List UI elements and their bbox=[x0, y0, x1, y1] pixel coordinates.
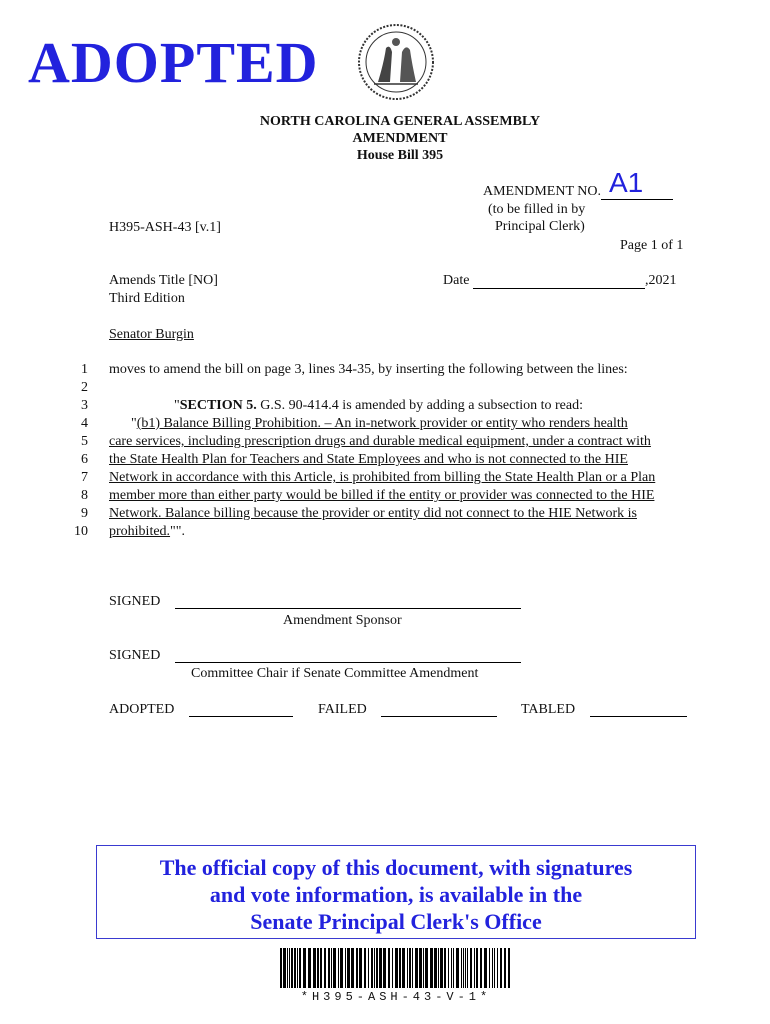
official-copy-notice bbox=[96, 845, 696, 939]
date-year: ,2021 bbox=[644, 273, 677, 288]
line-number: 1 bbox=[81, 362, 88, 377]
line-number: 6 bbox=[81, 452, 88, 467]
inserted-text: prohibited. bbox=[109, 524, 171, 539]
inserted-text: Network in accordance with this Article, is prohibited from billing the State Health Plan or a Plan bbox=[109, 470, 656, 485]
body-line bbox=[109, 398, 689, 414]
section-heading: SECTION 5. bbox=[179, 398, 257, 413]
line-number: 3 bbox=[81, 398, 88, 413]
notice-line-2: and vote information, is available in the bbox=[209, 882, 583, 907]
tabled-field[interactable] bbox=[590, 716, 687, 717]
body-line bbox=[109, 416, 689, 432]
body-line bbox=[109, 524, 689, 540]
adopted-stamp: ADOPTED bbox=[28, 30, 319, 95]
adopted-label: ADOPTED bbox=[109, 702, 175, 717]
amendment-number-value: A1 bbox=[608, 167, 644, 198]
date-row bbox=[443, 273, 676, 289]
title-note: Amends Title [NO] bbox=[109, 273, 218, 288]
amendment-number-row bbox=[483, 167, 673, 200]
amendment-number-field[interactable] bbox=[601, 167, 673, 200]
quote-mark: " bbox=[174, 398, 180, 413]
chair-signature-line[interactable] bbox=[175, 662, 521, 663]
section-text: G.S. 90-414.4 is amended by adding a subsection to read: bbox=[256, 398, 583, 413]
sponsor-signature-line[interactable] bbox=[175, 608, 521, 609]
failed-label: FAILED bbox=[318, 702, 367, 717]
line-number: 9 bbox=[81, 506, 88, 521]
body-line: moves to amend the bill on page 3, lines 34-35, by inserting the following between the lines: bbox=[109, 362, 628, 377]
amendment-heading: AMENDMENT bbox=[352, 131, 448, 146]
inserted-text: care services, including prescription drugs and durable medical equipment, under a contract with bbox=[109, 434, 651, 449]
line-number: 2 bbox=[81, 380, 88, 395]
amendment-number-label: AMENDMENT NO. bbox=[483, 184, 601, 199]
notice-line-3: Senate Principal Clerk's Office bbox=[250, 909, 542, 934]
amendment-id: H395-ASH-43 [v.1] bbox=[109, 220, 221, 235]
line-number: 8 bbox=[81, 488, 88, 503]
state-seal-icon bbox=[356, 22, 436, 102]
fill-note-1: (to be filled in by bbox=[488, 202, 586, 217]
line-number: 4 bbox=[81, 416, 88, 431]
signed-label: SIGNED bbox=[109, 594, 161, 609]
inserted-text: member more than either party would be billed if the entity or provider was connected to the HIE bbox=[109, 488, 655, 503]
date-field[interactable] bbox=[473, 274, 645, 289]
line-number: 5 bbox=[81, 434, 88, 449]
page-number: Page 1 of 1 bbox=[620, 238, 684, 253]
inserted-text: the State Health Plan for Teachers and State Employees and who is not connected to the HIE bbox=[109, 452, 628, 467]
line-number: 7 bbox=[81, 470, 88, 485]
barcode-text: *H395-ASH-43-V-1* bbox=[300, 990, 492, 1004]
edition: Third Edition bbox=[109, 291, 185, 306]
assembly-heading: NORTH CAROLINA GENERAL ASSEMBLY bbox=[259, 114, 541, 129]
inserted-text: (b1) Balance Billing Prohibition. – An in-network provider or entity who renders health bbox=[136, 416, 628, 431]
quote-mark: " bbox=[131, 416, 137, 431]
signed-label: SIGNED bbox=[109, 648, 161, 663]
adopted-field[interactable] bbox=[189, 716, 293, 717]
sponsor-name: Senator Burgin bbox=[109, 327, 194, 342]
sponsor-caption: Amendment Sponsor bbox=[283, 613, 402, 628]
bill-heading: House Bill 395 bbox=[356, 148, 444, 163]
inserted-text: Network. Balance billing because the provider or entity did not connect to the HIE Network is bbox=[109, 506, 637, 521]
line-number: 10 bbox=[74, 524, 88, 539]
chair-caption: Committee Chair if Senate Committee Amendment bbox=[191, 666, 479, 681]
barcode-icon bbox=[280, 948, 512, 988]
failed-field[interactable] bbox=[381, 716, 497, 717]
fill-note-2: Principal Clerk) bbox=[495, 219, 585, 234]
notice-line-1: The official copy of this document, with signatures bbox=[159, 855, 633, 880]
tabled-label: TABLED bbox=[521, 702, 576, 717]
date-label: Date bbox=[443, 273, 470, 288]
closing-quotes: "". bbox=[170, 524, 185, 539]
